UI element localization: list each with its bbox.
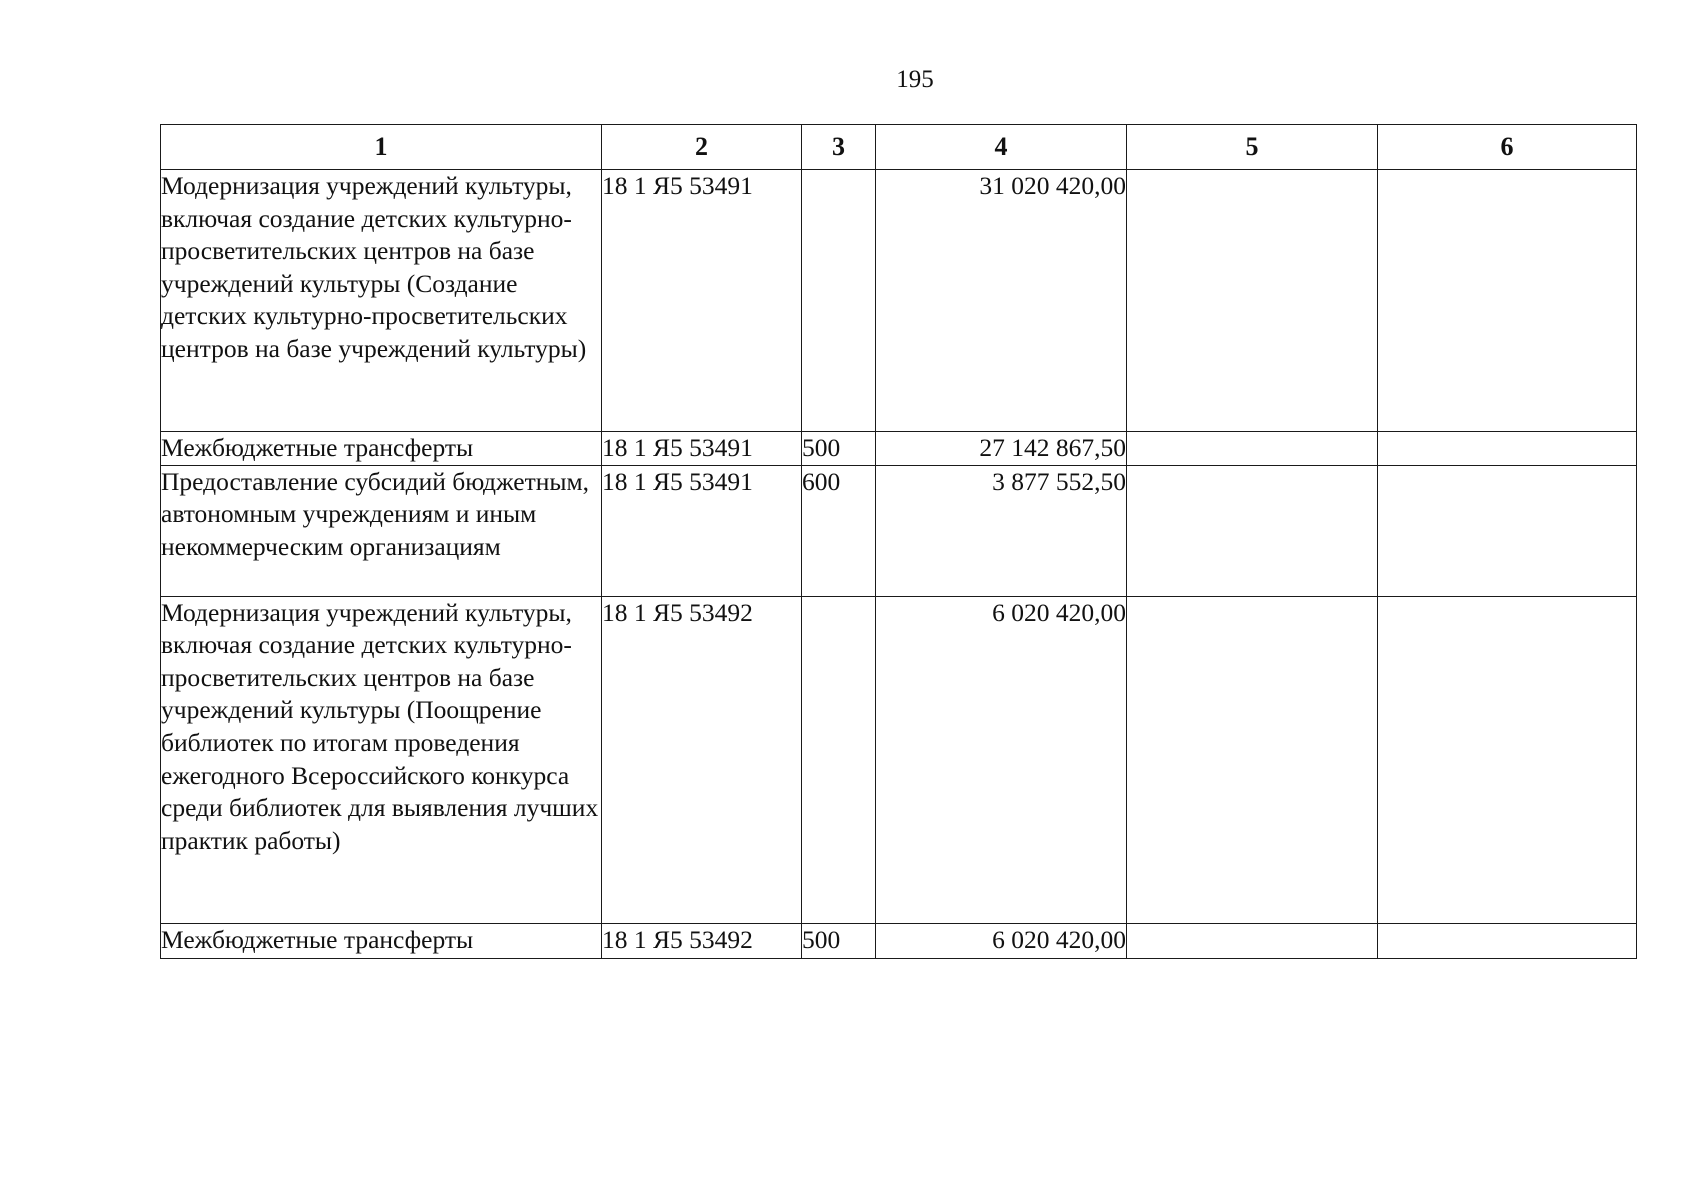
row-col6 xyxy=(1378,923,1637,958)
row-code: 18 1 Я5 53491 xyxy=(602,432,802,466)
row-type: 600 xyxy=(802,465,876,596)
row-type: 500 xyxy=(802,432,876,466)
row-col6 xyxy=(1378,432,1637,466)
row-code: 18 1 Я5 53492 xyxy=(602,596,802,923)
row-code: 18 1 Я5 53492 xyxy=(602,923,802,958)
row-amount: 3 877 552,50 xyxy=(876,465,1127,596)
row-code: 18 1 Я5 53491 xyxy=(602,170,802,432)
row-name: Межбюджетные трансферты xyxy=(161,923,602,958)
table-row xyxy=(161,923,1637,958)
row-amount: 31 020 420,00 xyxy=(876,170,1127,432)
page-number: 195 xyxy=(896,66,934,93)
column-header: 1 xyxy=(161,125,602,170)
column-header: 3 xyxy=(802,125,876,170)
row-amount: 27 142 867,50 xyxy=(876,432,1127,466)
row-col6 xyxy=(1378,170,1637,432)
table-header xyxy=(161,125,1637,170)
header-row xyxy=(161,125,1637,170)
row-type: 500 xyxy=(802,923,876,958)
row-name: Предоставление субсидий бюджетным, автономным учреждениям и иным некоммерческим организациям xyxy=(161,465,602,596)
column-header: 4 xyxy=(876,125,1127,170)
row-name: Модернизация учреждений культуры, включая создание детских культурно-просветительских центров на базе учреждений культуры (Создание детских культурно-просветительских центров на базе учреждений культуры) xyxy=(161,170,602,432)
table-row xyxy=(161,465,1637,596)
row-type xyxy=(802,170,876,432)
row-col5 xyxy=(1127,170,1378,432)
table-row xyxy=(161,170,1637,432)
row-amount: 6 020 420,00 xyxy=(876,596,1127,923)
budget-table xyxy=(160,124,1637,959)
row-code: 18 1 Я5 53491 xyxy=(602,465,802,596)
table-row xyxy=(161,432,1637,466)
row-col5 xyxy=(1127,923,1378,958)
row-col5 xyxy=(1127,432,1378,466)
row-col5 xyxy=(1127,596,1378,923)
row-amount: 6 020 420,00 xyxy=(876,923,1127,958)
row-col6 xyxy=(1378,465,1637,596)
column-header: 2 xyxy=(602,125,802,170)
table-row xyxy=(161,596,1637,923)
row-name: Межбюджетные трансферты xyxy=(161,432,602,466)
row-name: Модернизация учреждений культуры, включая создание детских культурно-просветительских центров на базе учреждений культуры (Поощрение библиотек по итогам проведения ежегодного Всероссийского конкурса среди библиотек для выявления лучших практик работы) xyxy=(161,596,602,923)
table-body xyxy=(161,170,1637,959)
row-col5 xyxy=(1127,465,1378,596)
row-col6 xyxy=(1378,596,1637,923)
row-type xyxy=(802,596,876,923)
column-header: 5 xyxy=(1127,125,1378,170)
column-header: 6 xyxy=(1378,125,1637,170)
